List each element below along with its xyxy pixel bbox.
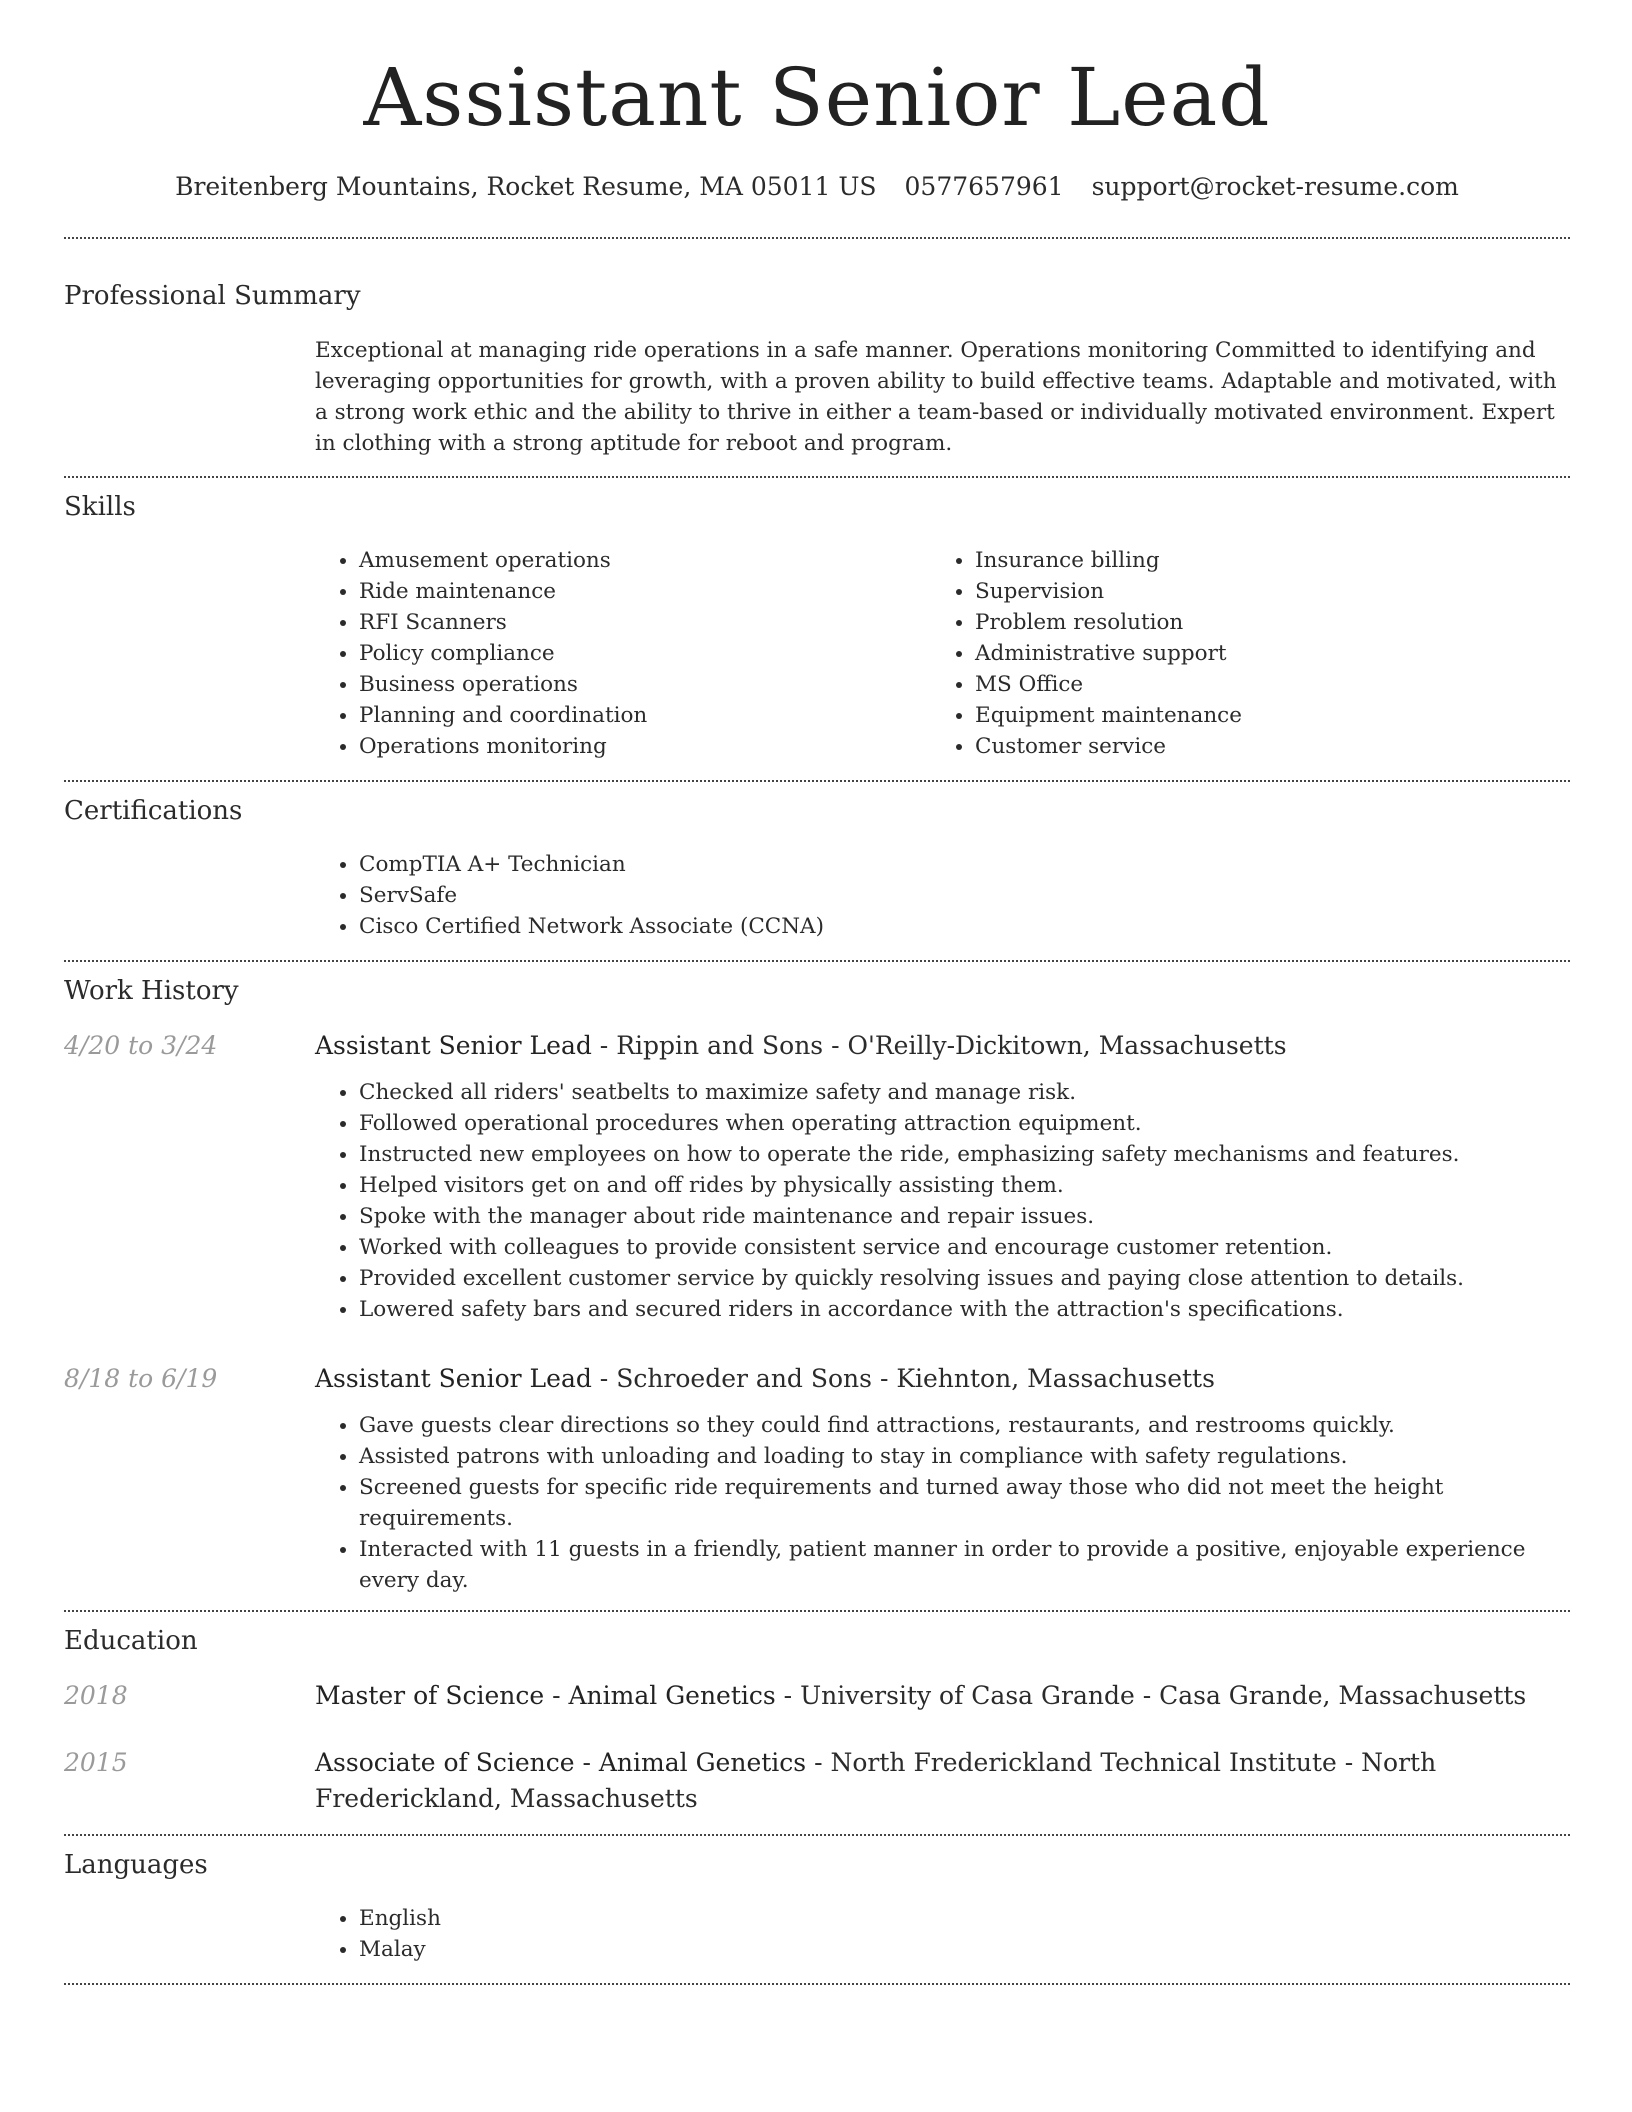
job-heading: Assistant Senior Lead - Schroeder and Sons - Kiehnton, Massachusetts [315, 1364, 1215, 1393]
contact-email: support@rocket-resume.com [1091, 172, 1459, 201]
list-item: • RFI Scanners [359, 607, 931, 638]
job-bullets [315, 1077, 1570, 1325]
list-item: • Screened guests for specific ride requirements and turned away those who did not meet the height requirements. [359, 1472, 1570, 1534]
contact-address: Breitenberg Mountains, Rocket Resume, MA 05011 US [175, 172, 877, 201]
resume-page [64, 0, 1570, 1985]
education-school: North Frederickland Technical Institute [830, 1748, 1337, 1777]
contact-phone: 0577657961 [904, 172, 1064, 201]
section-education [64, 1612, 1570, 1817]
education-school: University of Casa Grande [800, 1681, 1135, 1710]
languages-list [315, 1903, 1570, 1965]
education-degree: Master of Science [315, 1681, 545, 1710]
list-item: • Problem resolution [975, 607, 1547, 638]
education-field: Animal Genetics [568, 1681, 776, 1710]
list-item: • Cisco Certified Network Associate (CCNA) [359, 911, 1570, 942]
job-location: Kiehnton, Massachusetts [896, 1364, 1215, 1393]
education-location: North Frederickland, Massachusetts [315, 1748, 1437, 1813]
list-item: • Followed operational procedures when operating attraction equipment. [359, 1108, 1570, 1139]
list-item: • Malay [359, 1934, 1570, 1965]
list-item: • Helped visitors get on and off rides by physically assisting them. [359, 1170, 1570, 1201]
list-item: • Customer service [975, 731, 1547, 762]
list-item: • Administrative support [975, 638, 1547, 669]
list-item: • Planning and coordination [359, 700, 931, 731]
summary-text: Exceptional at managing ride operations in a safe manner. Operations monitoring Committed to identifying and leveraging opportunities for growth, with a proven ability to build effective teams. Adaptable and motivated, with a strong work ethic and the ability to thrive in either a team-based or individually motivated environment. Expert in clothing with a strong aptitude for reboot and program. [315, 338, 1557, 456]
list-item: • Business operations [359, 669, 931, 700]
job-title: Assistant Senior Lead [315, 1364, 592, 1393]
job-dates: 4/20 to 3/24 [64, 1031, 218, 1060]
skills-column-left [315, 545, 931, 762]
section-title-skills: Skills [64, 492, 136, 522]
education-heading: Associate of Science - Animal Genetics - North Frederickland Technical Institute - North Frederickland, Massachusetts [315, 1748, 1437, 1813]
section-title-education: Education [64, 1626, 198, 1656]
education-year: 2018 [64, 1681, 128, 1710]
list-item: • Supervision [975, 576, 1547, 607]
section-title-summary: Professional Summary [64, 281, 361, 311]
education-location: Casa Grande, Massachusetts [1159, 1681, 1527, 1710]
list-item: • Operations monitoring [359, 731, 931, 762]
contact-line [64, 172, 1570, 201]
job-title: Assistant Senior Lead [315, 1031, 592, 1060]
job-bullets [315, 1410, 1570, 1596]
job-company: Schroeder and Sons [616, 1364, 872, 1393]
list-item: • Gave guests clear directions so they could find attractions, restaurants, and restrooms quickly. [359, 1410, 1570, 1441]
resume-name: Assistant Senior Lead [363, 51, 1271, 144]
section-title-work: Work History [64, 976, 239, 1006]
education-entry [64, 1678, 1570, 1714]
list-item: • ServSafe [359, 880, 1570, 911]
certifications-list [315, 849, 1570, 942]
job-company: Rippin and Sons [616, 1031, 824, 1060]
list-item: • Insurance billing [975, 545, 1547, 576]
section-work-history [64, 962, 1570, 1596]
list-item: • Lowered safety bars and secured riders in accordance with the attraction's specifications. [359, 1294, 1570, 1325]
list-item: • Policy compliance [359, 638, 931, 669]
job-location: O'Reilly-Dickitown, Massachusetts [847, 1031, 1287, 1060]
list-item: • Checked all riders' seatbelts to maximize safety and manage risk. [359, 1077, 1570, 1108]
list-item: • Worked with colleagues to provide consistent service and encourage customer retention. [359, 1232, 1570, 1263]
list-item: • English [359, 1903, 1570, 1934]
list-item: • Provided excellent customer service by quickly resolving issues and paying close attention to details. [359, 1263, 1570, 1294]
skills-columns [315, 545, 1570, 762]
section-title-languages: Languages [64, 1850, 208, 1880]
section-languages [64, 1836, 1570, 1965]
list-item: • Instructed new employees on how to operate the ride, emphasizing safety mechanisms and features. [359, 1139, 1570, 1170]
divider [64, 1983, 1570, 1985]
section-summary [64, 239, 1570, 459]
list-item: • Interacted with 11 guests in a friendly, patient manner in order to provide a positive, enjoyable experience every day. [359, 1534, 1570, 1596]
education-degree: Associate of Science [315, 1748, 575, 1777]
list-item: • CompTIA A+ Technician [359, 849, 1570, 880]
list-item: • Ride maintenance [359, 576, 931, 607]
job-entry [64, 1361, 1570, 1397]
list-item: • Amusement operations [359, 545, 931, 576]
job-entry [64, 1028, 1570, 1064]
list-item: • Spoke with the manager about ride maintenance and repair issues. [359, 1201, 1570, 1232]
job-heading: Assistant Senior Lead - Rippin and Sons - O'Reilly-Dickitown, Massachusetts [315, 1031, 1287, 1060]
education-field: Animal Genetics [598, 1748, 807, 1777]
section-title-certifications: Certifications [64, 796, 243, 826]
section-certifications [64, 782, 1570, 942]
list-item: • Assisted patrons with unloading and loading to stay in compliance with safety regulations. [359, 1441, 1570, 1472]
job-dates: 8/18 to 6/19 [64, 1364, 218, 1393]
list-item: • MS Office [975, 669, 1547, 700]
list-item: • Equipment maintenance [975, 700, 1547, 731]
skills-column-right [931, 545, 1547, 762]
education-entry [64, 1745, 1570, 1817]
education-year: 2015 [64, 1748, 128, 1777]
section-skills [64, 478, 1570, 762]
education-heading: Master of Science - Animal Genetics - University of Casa Grande - Casa Grande, Massachusetts [315, 1681, 1527, 1710]
